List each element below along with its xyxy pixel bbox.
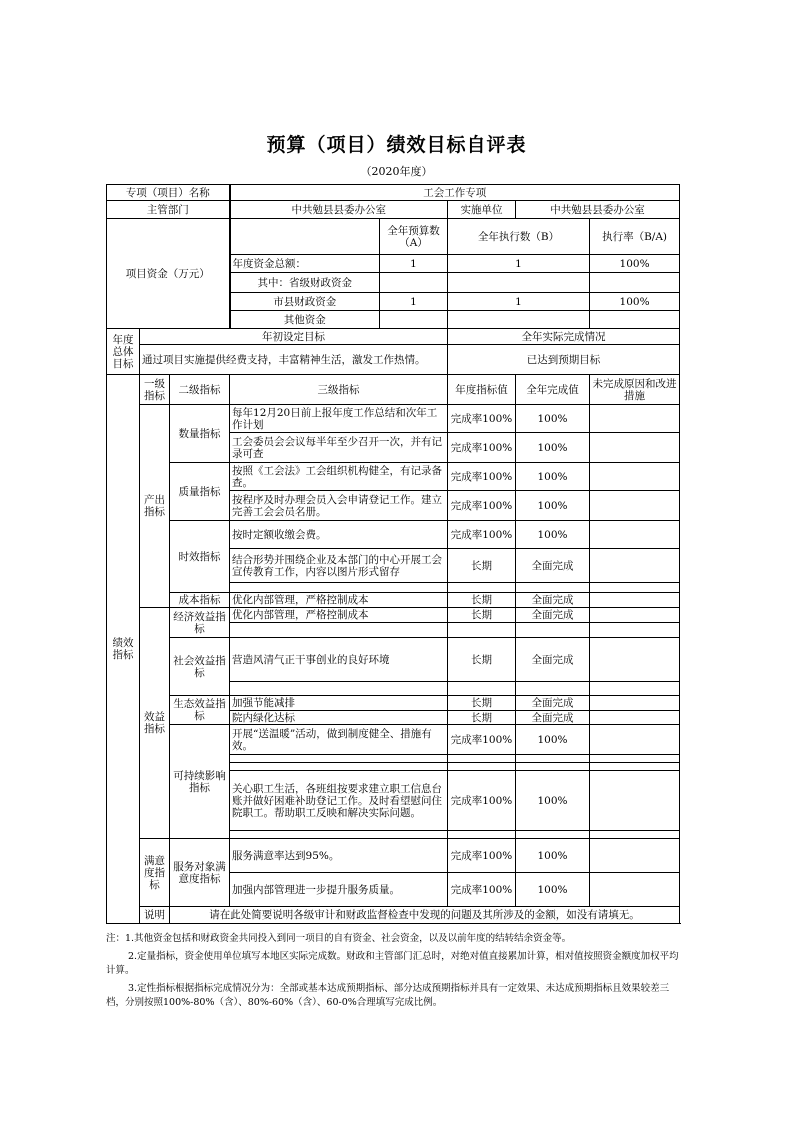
actual-value: 全面完成 <box>516 608 590 623</box>
footnotes <box>106 932 686 1014</box>
l3-text: 结合形势并围绕企业及本部门的中心开展工会宣传教育工作，内容以图片形式留存 <box>230 549 448 583</box>
l1-header: 一级指标 <box>140 375 170 405</box>
footnote-2: 2.定量指标，资金使用单位填写本地区实际完成数。财政和主管部门汇总时，对绝对值直接累加计算，相对值按照资金额度加权平均计算。 <box>106 951 679 976</box>
footnote-1: 注：1.其他资金包括和财政资金共同投入到同一项目的自有资金、社会资金，以及以前年度的结转结余资金等。 <box>106 933 572 944</box>
timeliness-indicator: 时效指标 <box>170 521 230 593</box>
reason-cell <box>590 593 680 608</box>
target-value: 完成率100% <box>448 463 516 491</box>
blank-cell <box>448 583 516 593</box>
annual-goal-label: 年度总体目标 <box>107 329 140 375</box>
cost-indicator: 成本指标 <box>170 593 230 608</box>
actual-status-label: 全年实际完成情况 <box>448 329 680 345</box>
reason-cell <box>590 638 680 682</box>
blank-cell <box>448 682 516 696</box>
l3-text: 优化内部管理，严格控制成本 <box>230 593 448 608</box>
target-header: 年度指标值 <box>448 375 516 405</box>
funds-row-rate: 100% <box>590 255 680 273</box>
reason-cell <box>590 491 680 521</box>
target-value: 完成率100% <box>448 521 516 549</box>
target-value: 完成率100% <box>448 771 516 831</box>
actual-value: 100% <box>516 463 590 491</box>
output-indicator-label: 产出指标 <box>140 405 170 608</box>
impl-unit-value: 中共勉县县委办公室 <box>516 201 680 219</box>
target-value: 长期 <box>448 593 516 608</box>
reason-cell <box>590 873 680 907</box>
benefit-indicator-label: 效益指标 <box>140 608 170 839</box>
target-value: 完成率100% <box>448 725 516 755</box>
l3-text: 关心职工生活，各班组按要求建立职工信息台账并做好困难补助登记工作。及时看望慰问住院职工。帮助职工反映和解决实际问题。 <box>230 771 448 831</box>
funds-row-exec: 1 <box>448 293 590 311</box>
evaluation-table <box>106 184 680 924</box>
actual-value: 100% <box>516 521 590 549</box>
l3-text: 院内绿化达标 <box>230 711 448 725</box>
project-name-value: 工会工作专项 <box>230 185 680 201</box>
l3-text: 每年12月20日前上报年度工作总结和次年工作计划 <box>230 405 448 433</box>
target-value: 长期 <box>448 549 516 583</box>
l3-text: 工会委员会会议每半年至少召开一次，并有记录可查 <box>230 433 448 463</box>
reason-cell <box>590 608 680 623</box>
reason-cell <box>590 839 680 873</box>
l3-text: 营造风清气正干事创业的良好环境 <box>230 638 448 682</box>
funds-row-budget: 1 <box>380 255 448 273</box>
target-value: 长期 <box>448 711 516 725</box>
blank-cell <box>448 763 516 771</box>
target-value: 完成率100% <box>448 839 516 873</box>
funds-row-exec <box>448 311 590 329</box>
dept-label: 主管部门 <box>107 201 230 219</box>
reason-cell <box>590 763 680 771</box>
funds-label: 项目资金（万元） <box>107 219 230 329</box>
actual-value: 100% <box>516 873 590 907</box>
rate-header: 执行率（B/A) <box>590 219 680 255</box>
funds-row-name: 其他资金 <box>230 311 380 329</box>
reason-cell <box>590 463 680 491</box>
actual-header: 全年完成值 <box>516 375 590 405</box>
actual-status-text: 已达到预期目标 <box>448 345 680 375</box>
l3-text: 按时定额收缴会费。 <box>230 521 448 549</box>
target-value: 完成率100% <box>448 405 516 433</box>
reason-cell <box>590 623 680 638</box>
actual-value: 全面完成 <box>516 549 590 583</box>
funds-row-rate <box>590 273 680 293</box>
target-value: 长期 <box>448 608 516 623</box>
blank-cell <box>516 763 590 771</box>
actual-value: 100% <box>516 405 590 433</box>
blank-cell <box>230 583 448 593</box>
economic-indicator: 经济效益指标 <box>170 608 230 638</box>
l3-text: 按照《工会法》工会组织机构健全，有记录备查。 <box>230 463 448 491</box>
funds-row-budget <box>380 273 448 293</box>
footnote-3: 3.定性指标根据指标完成情况分为：全部或基本达成预期指标、部分达成预期指标并具有一定效果、未达成预期指标且效果较差三档，分别按照100%-80%（含）、80%-60%（含）、60-0%合理填写完成比例。 <box>106 983 670 1008</box>
reason-cell <box>590 725 680 755</box>
blank-cell <box>516 831 590 839</box>
eco-indicator: 生态效益指标 <box>170 696 230 725</box>
actual-value: 全面完成 <box>516 593 590 608</box>
l3-text: 加强节能减排 <box>230 696 448 711</box>
reason-cell <box>590 583 680 593</box>
satisfaction-indicator-label: 满意度指标 <box>140 839 170 907</box>
remark-text: 请在此处简要说明各级审计和财政监督检查中发现的问题及其所涉及的金额，如没有请填无。 <box>170 907 680 924</box>
actual-value: 100% <box>516 725 590 755</box>
funds-row-name: 其中：省级财政资金 <box>230 273 380 293</box>
service-satisfaction-indicator: 服务对象满意度指标 <box>170 839 230 907</box>
actual-value: 全面完成 <box>516 638 590 682</box>
blank-cell <box>230 623 448 638</box>
actual-value: 100% <box>516 491 590 521</box>
actual-value: 全面完成 <box>516 711 590 725</box>
blank-cell <box>230 682 448 696</box>
l3-text: 加强内部管理进一步提升服务质量。 <box>230 873 448 907</box>
reason-cell <box>590 521 680 549</box>
quality-indicator: 质量指标 <box>170 463 230 521</box>
target-value: 长期 <box>448 638 516 682</box>
reason-cell <box>590 405 680 433</box>
blank-cell <box>516 755 590 763</box>
funds-row-exec <box>448 273 590 293</box>
project-name-label: 专项（项目）名称 <box>107 185 230 201</box>
initial-goal-text: 通过项目实施提供经费支持，丰富精神生活，激发工作热情。 <box>140 345 448 375</box>
blank-cell <box>448 831 516 839</box>
page-title: 预算（项目）绩效目标自评表 <box>266 134 527 156</box>
funds-row-rate <box>590 311 680 329</box>
l3-header: 三级指标 <box>230 375 448 405</box>
reason-cell <box>590 711 680 725</box>
funds-row-budget <box>380 311 448 329</box>
target-value: 长期 <box>448 696 516 711</box>
reason-cell <box>590 696 680 711</box>
target-value: 完成率100% <box>448 491 516 521</box>
exec-header: 全年执行数（B） <box>448 219 590 255</box>
funds-row-exec: 1 <box>448 255 590 273</box>
reason-cell <box>590 682 680 696</box>
l2-header: 二级指标 <box>170 375 230 405</box>
initial-goal-label: 年初设定目标 <box>140 329 448 345</box>
blank-cell <box>448 623 516 638</box>
reason-cell <box>590 831 680 839</box>
year-subtitle: （2020年度） <box>360 165 433 178</box>
blank-cell <box>230 763 448 771</box>
blank-cell <box>516 623 590 638</box>
funds-row-name: 年度资金总额： <box>230 255 380 273</box>
remark-label: 说明 <box>140 907 170 924</box>
blank-cell <box>448 755 516 763</box>
actual-value: 100% <box>516 839 590 873</box>
funds-row-rate: 100% <box>590 293 680 311</box>
target-value: 完成率100% <box>448 873 516 907</box>
reason-header: 未完成原因和改进措施 <box>590 375 680 405</box>
reason-cell <box>590 549 680 583</box>
funds-row-budget: 1 <box>380 293 448 311</box>
l3-text: 按程序及时办理会员入会申请登记工作。建立完善工会会员名册。 <box>230 491 448 521</box>
l3-text: 服务满意率达到95%。 <box>230 839 448 873</box>
social-indicator: 社会效益指标 <box>170 638 230 696</box>
blank-cell <box>516 682 590 696</box>
blank-cell <box>516 583 590 593</box>
blank-cell <box>230 831 448 839</box>
impl-unit-label: 实施单位 <box>448 201 516 219</box>
l3-text: 优化内部管理，严格控制成本 <box>230 608 448 623</box>
blank-cell <box>230 755 448 763</box>
funds-header-blank <box>230 219 380 255</box>
reason-cell <box>590 433 680 463</box>
sustain-indicator: 可持续影响指标 <box>170 725 230 839</box>
l3-text: 开展“送温暖”活动，做到制度健全、措施有效。 <box>230 725 448 755</box>
funds-row-name: 市县财政资金 <box>230 293 380 311</box>
perf-indicator-label: 绩效指标 <box>107 375 140 924</box>
actual-value: 全面完成 <box>516 696 590 711</box>
reason-cell <box>590 755 680 763</box>
target-value: 完成率100% <box>448 433 516 463</box>
quantity-indicator: 数量指标 <box>170 405 230 463</box>
actual-value: 100% <box>516 771 590 831</box>
budget-header: 全年预算数（A） <box>380 219 448 255</box>
reason-cell <box>590 771 680 831</box>
dept-value: 中共勉县县委办公室 <box>230 201 448 219</box>
actual-value: 100% <box>516 433 590 463</box>
